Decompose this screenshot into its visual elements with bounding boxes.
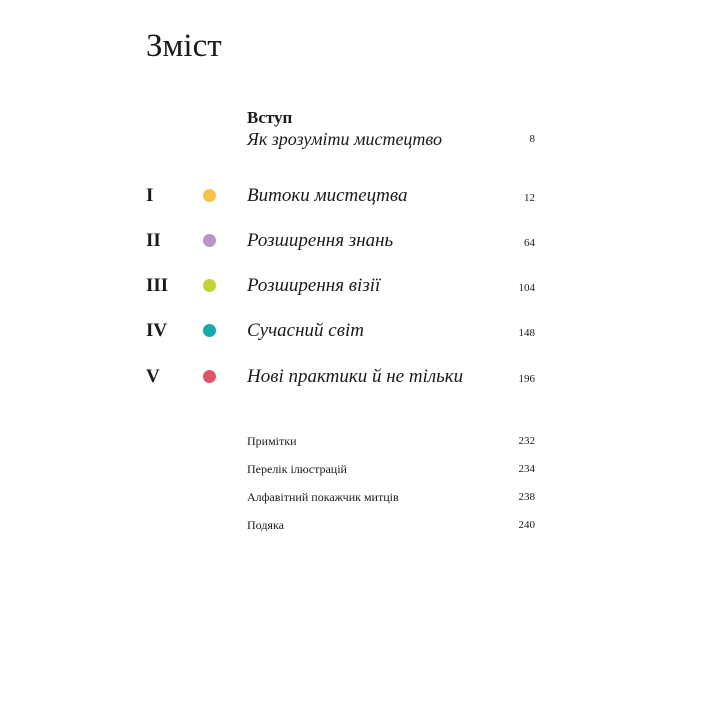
chapter-entry-5 bbox=[146, 363, 537, 391]
backmatter-entry-index bbox=[247, 488, 537, 506]
chapter-color-dot-icon bbox=[203, 324, 216, 337]
backmatter-entry-illustrations bbox=[247, 460, 537, 478]
intro-heading: Вступ bbox=[247, 108, 293, 127]
chapter-title: Розширення візії bbox=[247, 275, 381, 296]
backmatter-page-number: 232 bbox=[518, 435, 535, 447]
chapter-entry-2 bbox=[146, 227, 537, 255]
chapter-page-number: 104 bbox=[518, 282, 535, 294]
chapter-entry-4 bbox=[146, 317, 537, 345]
chapter-page-number: 196 bbox=[518, 373, 535, 385]
chapter-numeral: I bbox=[146, 185, 154, 206]
chapter-color-dot-icon bbox=[203, 189, 216, 202]
chapter-title: Розширення знань bbox=[247, 230, 394, 251]
backmatter-label: Подяка bbox=[247, 518, 284, 532]
chapter-entry-1 bbox=[146, 182, 537, 210]
chapter-numeral: III bbox=[146, 275, 169, 296]
chapter-page-number: 64 bbox=[524, 237, 535, 249]
backmatter-entry-acknowledgements bbox=[247, 516, 537, 534]
chapter-page-number: 12 bbox=[524, 192, 535, 204]
backmatter-label: Перелік ілюстрацій bbox=[247, 462, 347, 476]
chapter-title: Витоки мистецтва bbox=[247, 185, 408, 206]
chapter-color-dot-icon bbox=[203, 234, 216, 247]
chapter-entry-3 bbox=[146, 272, 537, 300]
intro-page-number: 8 bbox=[529, 133, 535, 145]
chapter-title: Сучасний світ bbox=[247, 320, 364, 341]
chapter-color-dot-icon bbox=[203, 370, 216, 383]
chapter-title: Нові практики й не тільки bbox=[247, 366, 464, 387]
backmatter-page-number: 234 bbox=[518, 463, 535, 475]
backmatter-label: Примітки bbox=[247, 434, 297, 448]
backmatter-entry-notes bbox=[247, 432, 537, 450]
chapter-color-dot-icon bbox=[203, 279, 216, 292]
intro-subtitle: Як зрозуміти мистецтво bbox=[247, 129, 443, 149]
page-title: Зміст bbox=[146, 28, 222, 64]
backmatter-page-number: 238 bbox=[518, 491, 535, 503]
backmatter-page-number: 240 bbox=[518, 519, 535, 531]
chapter-page-number: 148 bbox=[518, 327, 535, 339]
chapter-numeral: II bbox=[146, 230, 161, 251]
backmatter-label: Алфавітний покажчик митців bbox=[247, 490, 399, 504]
chapter-numeral: IV bbox=[146, 320, 168, 341]
intro-entry bbox=[247, 108, 537, 150]
chapter-numeral: V bbox=[146, 366, 160, 387]
